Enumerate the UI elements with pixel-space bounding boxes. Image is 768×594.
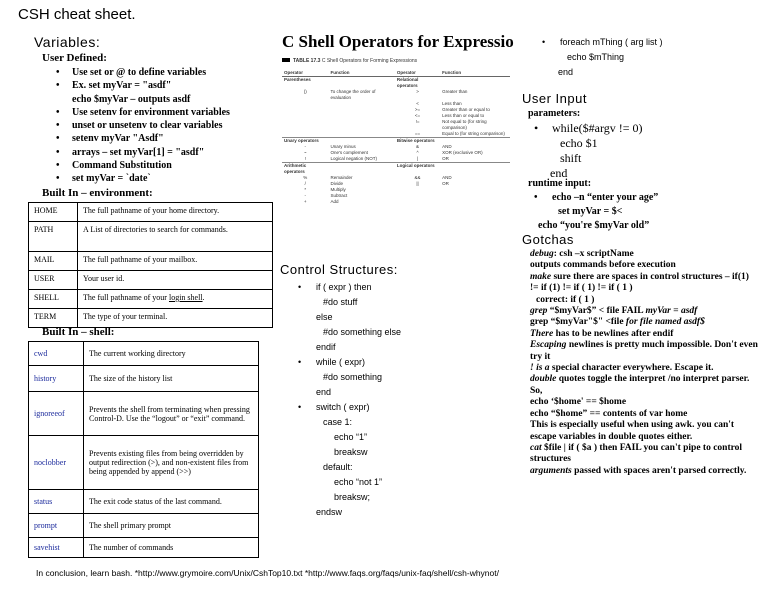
- params-line: echo $1: [560, 136, 598, 150]
- ops-group-row: [282, 163, 510, 176]
- runtime-line: • echo –n “enter your age”: [534, 191, 658, 205]
- ops-symbol: /: [304, 181, 306, 186]
- env-heading: Built In – environment:: [42, 187, 153, 199]
- env-desc: Your user id.: [78, 271, 273, 290]
- gotcha-make: make sure there are spaces in control structures – if(1) != if (1) != if ( 1) != if ( 1 ): [530, 271, 749, 294]
- variables-list: [56, 66, 266, 186]
- control-switch-line: endsw: [316, 507, 343, 517]
- runtime-line: set myVar = $<: [558, 206, 623, 217]
- env-row: [29, 290, 273, 309]
- ops-function: Multiply: [330, 187, 346, 192]
- foreach-line: end: [558, 67, 574, 77]
- operators-heading: C Shell Operators for Expressio: [282, 32, 514, 51]
- env-row: [29, 309, 273, 328]
- gotchas-block: [530, 249, 758, 477]
- gotchas-heading: Gotchas: [522, 232, 574, 247]
- ops-symbol: <=: [414, 113, 421, 118]
- gotcha-grep-1: grep “$myVar$” < file FAIL myVar = asdf: [530, 306, 698, 317]
- ops-function: Equal to (for string comparison): [442, 131, 505, 136]
- gotcha-cat: cat $file | if ( $a ) then FAIL you can't pipe to control structures: [530, 442, 743, 465]
- foreach-line: echo $mThing: [567, 52, 625, 62]
- shell-row: [29, 366, 259, 392]
- ops-function: Greater than or equal to: [442, 107, 490, 112]
- shell-var-name: cwd: [29, 342, 84, 366]
- variable-item: • arrays – set myVar[1] = "asdf": [56, 146, 266, 159]
- shell-var-desc: The current working directory: [84, 342, 259, 366]
- shell-row: [29, 342, 259, 366]
- env-name: USER: [29, 271, 78, 290]
- foreach-line: • foreach mThing ( arg list ): [542, 35, 663, 50]
- gotcha-bang: ! is a special character everywhere. Escape it.: [530, 363, 714, 374]
- ops-symbol: ==: [414, 131, 421, 136]
- variable-item: echo $myVar – outputs asdf: [72, 93, 191, 105]
- ops-symbol: |: [416, 156, 419, 161]
- ops-row: [282, 119, 510, 131]
- env-name: TERM: [29, 309, 78, 328]
- shell-var-desc: Prevents the shell from terminating when pressing Control-D. Use the “logout” or “exit” command.: [84, 392, 259, 436]
- params-while-block: [534, 121, 643, 181]
- control-block: [298, 280, 401, 520]
- ops-group-name: Unary operators: [284, 138, 319, 143]
- gotcha-echo-2: echo “$home” == contents of var home: [530, 408, 688, 419]
- params-line: • while($#argv != 0): [534, 121, 643, 136]
- control-heading: Control Structures:: [280, 262, 398, 277]
- control-switch-line: echo “1”: [334, 432, 368, 442]
- env-table: [28, 202, 273, 328]
- shell-var-desc: Prevents existing files from being overridden by output redirection (>), and non-existent files from being appended by append (>>): [84, 436, 259, 490]
- shell-var-desc: The number of commands: [84, 538, 259, 558]
- operators-table: [282, 70, 510, 205]
- gotcha-arguments: arguments passed with spaces aren't parsed correctly.: [530, 465, 747, 476]
- ops-spacer: [328, 77, 394, 90]
- shell-row: [29, 436, 259, 490]
- env-desc: The full pathname of your login shell.: [78, 290, 273, 309]
- runtime-block: [534, 191, 658, 233]
- env-desc: The full pathname of your home directory.: [78, 203, 273, 222]
- ops-header: Operator: [396, 70, 416, 75]
- variable-item: • Use set or @ to define variables: [56, 66, 266, 79]
- shell-heading: Built In – shell:: [42, 326, 115, 338]
- env-desc: The full pathname of your mailbox.: [78, 252, 273, 271]
- ops-function: Less than: [442, 101, 462, 106]
- ops-symbol: >=: [414, 107, 421, 112]
- params-line: end: [550, 166, 568, 180]
- env-desc: The type of your terminal.: [78, 309, 273, 328]
- variable-item: • Use setenv for environment variables: [56, 106, 266, 119]
- ops-function: To change the order of evaluation: [330, 89, 376, 100]
- control-while-line: #do something: [323, 372, 383, 382]
- shell-row: [29, 392, 259, 436]
- shell-var-desc: The shell primary prompt: [84, 514, 259, 538]
- gotcha-double: double quotes toggle the interpret /no interpret parser. So,: [530, 374, 750, 396]
- shell-var-name: history: [29, 366, 84, 392]
- control-switch-line: case 1:: [323, 417, 353, 427]
- ops-function: Add: [330, 199, 339, 204]
- variable-item: • Command Substitution: [56, 159, 266, 172]
- gotcha-escaping: Escaping newlines is pretty much impossible. Don't even try it: [530, 340, 758, 362]
- control-while-line: end: [316, 387, 332, 397]
- shell-row: [29, 490, 259, 514]
- shell-var-name: status: [29, 490, 84, 514]
- ops-header: Function: [442, 70, 462, 75]
- ops-function: OR: [442, 181, 449, 186]
- shell-var-name: ignoreeof: [29, 392, 84, 436]
- ops-function: AND: [442, 175, 452, 180]
- variable-item: • Ex. set myVar = "asdf": [56, 79, 266, 92]
- ops-symbol: -: [304, 144, 306, 149]
- control-switch-line: echo “not 1”: [334, 477, 383, 487]
- parameters-label: parameters:: [528, 108, 581, 119]
- env-name: SHELL: [29, 290, 78, 309]
- ops-function: Less than or equal to: [442, 113, 485, 118]
- ops-function: One's complement: [330, 150, 368, 155]
- ops-function: [440, 199, 510, 205]
- ops-function: Logical negation (NOT): [330, 156, 377, 161]
- ops-row: [282, 199, 510, 205]
- runtime-label: runtime input:: [528, 178, 592, 189]
- ops-function: Remainder: [330, 175, 353, 180]
- gotcha-grep-2: grep “$myVar"$" <file for file named asdf$: [530, 317, 705, 328]
- ops-symbol: ^: [416, 150, 419, 155]
- ops-symbol: ||: [416, 181, 419, 186]
- ops-symbol: !=: [415, 119, 420, 124]
- ops-function: Divide: [330, 181, 343, 186]
- env-name: MAIL: [29, 252, 78, 271]
- ops-symbol: !: [304, 156, 306, 161]
- shell-var-name: savehist: [29, 538, 84, 558]
- env-row: [29, 252, 273, 271]
- user-defined-label: User Defined:: [42, 52, 107, 64]
- ops-function: XOR (exclusive OR): [442, 150, 483, 155]
- env-name: HOME: [29, 203, 78, 222]
- env-row: [29, 203, 273, 222]
- ops-symbol: -: [304, 193, 306, 198]
- footer: In conclusion, learn bash. *http://www.grymoire.com/Unix/CshTop10.txt *http://www.faqs.org/faqs/unix-faq/shell/csh-whynot/: [36, 568, 499, 578]
- shell-var-desc: The exit code status of the last command.: [84, 490, 259, 514]
- ops-function: AND: [442, 144, 452, 149]
- control-while-line: • while ( expr): [298, 355, 401, 370]
- operators-table-figure: [282, 58, 510, 205]
- user-input-heading: User Input: [522, 91, 587, 106]
- control-if-line: else: [316, 312, 333, 322]
- ops-group-name: Parentheses: [284, 77, 311, 82]
- control-if-line: • if ( expr ) then: [298, 280, 401, 295]
- ops-header: Function: [330, 70, 350, 75]
- env-name: PATH: [29, 222, 78, 252]
- ops-group-rname: Bitwise operators: [396, 138, 435, 143]
- shell-row: [29, 514, 259, 538]
- control-if-line: #do stuff: [323, 297, 358, 307]
- variable-item: • set myVar = `date`: [56, 172, 266, 185]
- ops-function: Subtract: [330, 193, 348, 198]
- ops-symbol: ~: [303, 150, 307, 155]
- gotcha-correct: correct: if ( 1 ): [536, 294, 595, 305]
- gotcha-debug: debug: csh –x scriptName: [530, 249, 634, 259]
- ops-symbol: (): [303, 89, 307, 94]
- env-row: [29, 271, 273, 290]
- ops-spacer: [440, 77, 510, 90]
- ops-function: Unary minus: [330, 144, 356, 149]
- ops-symbol: %: [303, 175, 308, 180]
- gotcha-there: There has to be newlines after endif: [530, 328, 674, 339]
- shell-var-name: noclobber: [29, 436, 84, 490]
- ops-spacer: [440, 163, 510, 176]
- ops-group-row: [282, 77, 510, 90]
- ops-function: Not equal to (for string comparison): [442, 119, 487, 130]
- operators-caption: TABLE 17.3 C Shell Operators for Forming Expressions: [282, 58, 510, 64]
- page-title: CSH cheat sheet.: [18, 6, 136, 23]
- shell-var-desc: The size of the history list: [84, 366, 259, 392]
- ops-group-name: Arithmetic operators: [284, 163, 307, 174]
- ops-symbol: *: [304, 187, 307, 192]
- ops-group-rname: Relational operators: [396, 77, 419, 88]
- ops-symbol: &&: [414, 175, 421, 180]
- ops-function: Greater than: [442, 89, 468, 94]
- ops-symbol: +: [303, 199, 307, 204]
- ops-function: OR: [442, 156, 449, 161]
- control-switch-line: breaksw;: [334, 492, 371, 502]
- control-switch-line: breaksw: [334, 447, 368, 457]
- control-switch-line: • switch ( expr): [298, 400, 401, 415]
- foreach-block: [542, 35, 663, 80]
- ops-symbol: [395, 199, 440, 205]
- gotcha-echo-1: echo ‘$home' == $home: [530, 397, 627, 408]
- ops-spacer: [328, 163, 394, 176]
- ops-function: [328, 119, 394, 131]
- variable-item: • unset or unsetenv to clear variables: [56, 119, 266, 132]
- params-line: shift: [560, 151, 582, 165]
- variables-heading: Variables:: [34, 34, 101, 50]
- gotcha-outputs: outputs commands before execution: [530, 260, 676, 271]
- ops-header: Operator: [284, 70, 304, 75]
- shell-row: [29, 538, 259, 558]
- shell-var-name: prompt: [29, 514, 84, 538]
- ops-symbol: [282, 119, 328, 131]
- ops-symbol: &: [416, 144, 420, 149]
- env-desc: A List of directories to search for commands.: [78, 222, 273, 252]
- variable-item: • setenv myVar "Asdf": [56, 132, 266, 145]
- ops-symbol: >: [416, 89, 419, 94]
- ops-group-rname: Logical operators: [396, 163, 435, 168]
- runtime-line: echo “you're $myVar old”: [538, 220, 650, 231]
- ops-row: [282, 89, 510, 101]
- control-if-line: #do something else: [323, 327, 402, 337]
- env-row: [29, 222, 273, 252]
- gotcha-awk: This is especially useful when using awk. you can't escape variables in double quotes either.: [530, 420, 735, 442]
- control-switch-line: default:: [323, 462, 353, 472]
- ops-symbol: <: [416, 101, 419, 106]
- control-if-line: endif: [316, 342, 336, 352]
- shell-table: [28, 341, 259, 558]
